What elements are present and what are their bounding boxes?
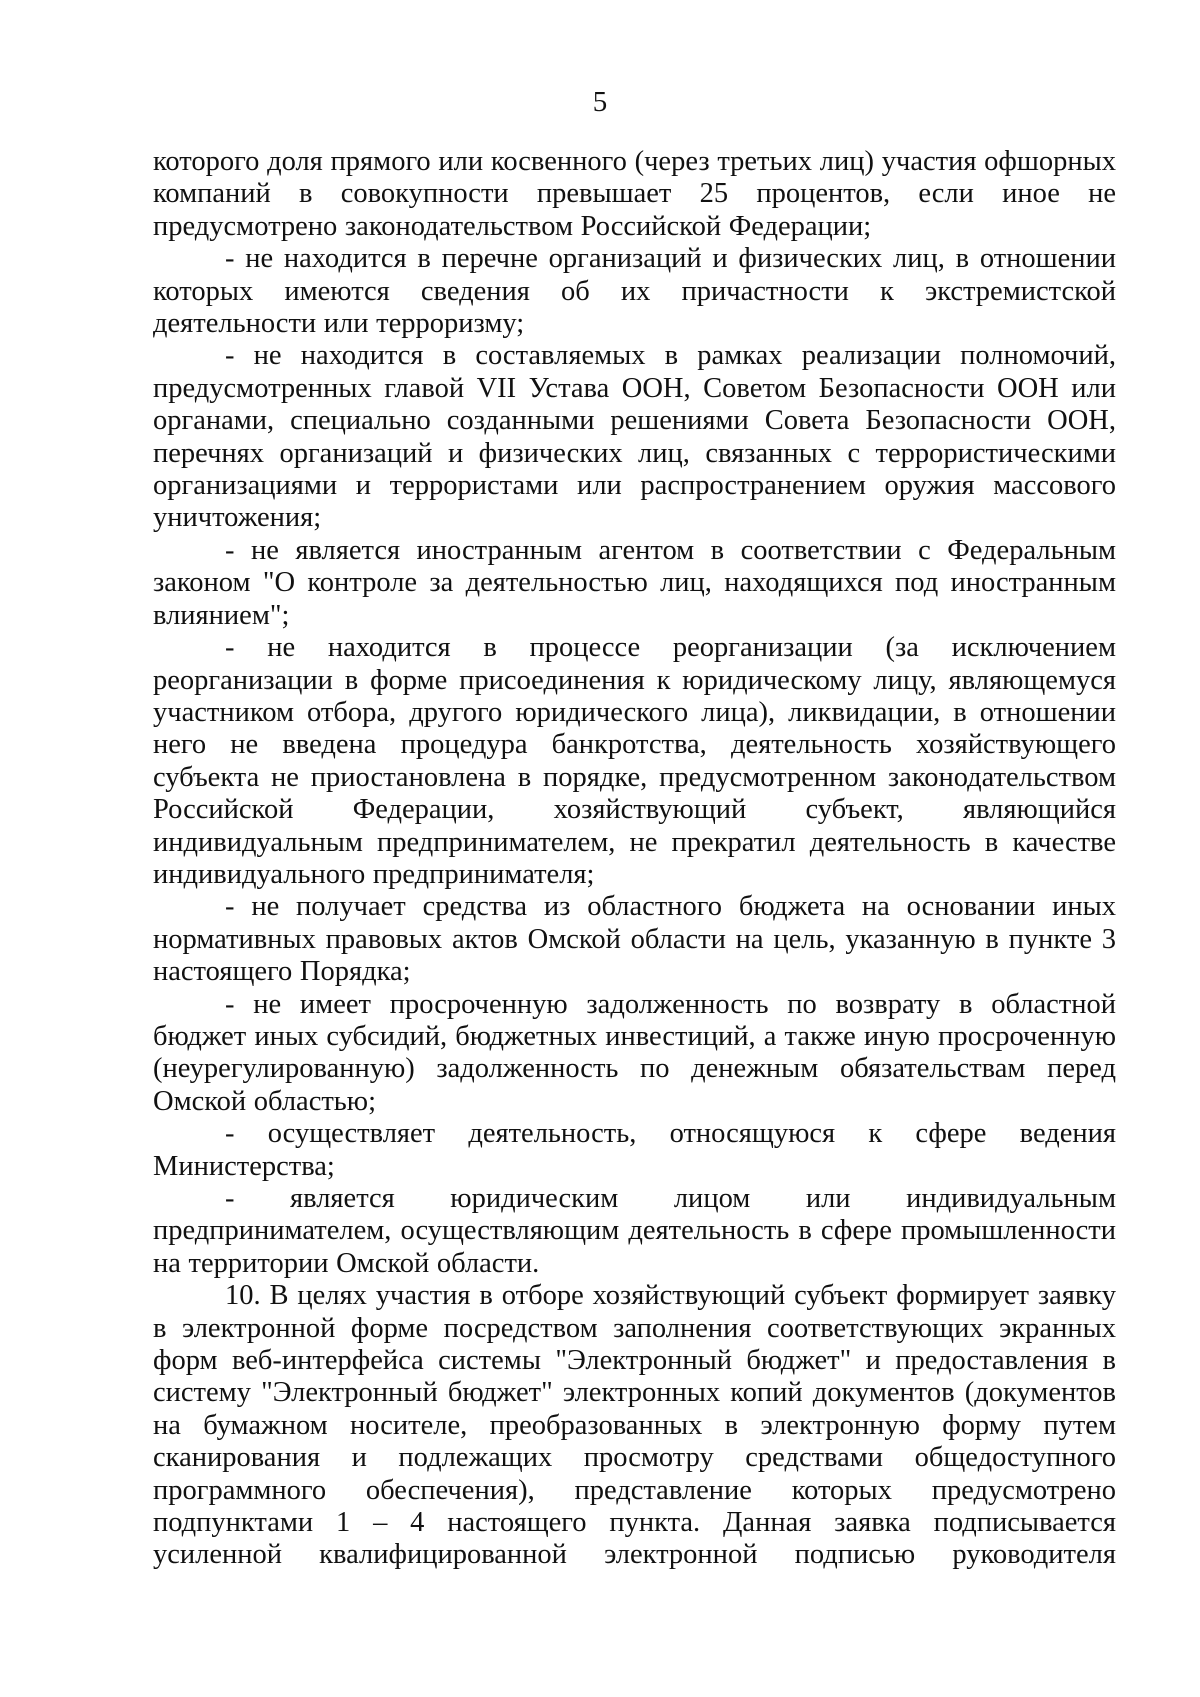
document-body: [153, 146, 1116, 1572]
paragraph-item-10: 10. В целях участия в отборе хозяйствующий субъект формирует заявку в электронной форме посредством заполнения соответствующих экранных форм веб-интерфейса системы "Электронный бюджет" и предоставления в систему "Электронный бюджет" электронных копий документов (документов на бумажном носителе, преобразованных в электронную форму путем сканирования и подлежащих просмотру средствами общедоступного программного обеспечения), представление которых предусмотрено подпунктами 1 – 4 настоящего пункта. Данная заявка подписывается усиленной квалифицированной электронной подписью руководителя: [153, 1280, 1116, 1571]
paragraph-budget-funds: - не получает средства из областного бюджета на основании иных нормативных правовых актов Омской области на цель, указанную в пункте 3 настоящего Порядка;: [153, 891, 1116, 988]
paragraph-extremism-list: - не находится в перечне организаций и физических лиц, в отношении которых имеются сведения об их причастности к экстремистской деятельности или терроризму;: [153, 243, 1116, 340]
page-number: 5: [592, 86, 608, 118]
paragraph-overdue-debt: - не имеет просроченную задолженность по возврату в областной бюджет иных субсидий, бюджетных инвестиций, а также иную просроченную (неурегулированную) задолженность по денежным обязательствам перед Омской областью;: [153, 988, 1116, 1117]
paragraph-ministry-scope: - осуществляет деятельность, относящуюся к сфере ведения Министерства;: [153, 1118, 1116, 1182]
paragraph-reorganization: - не находится в процессе реорганизации (за исключением реорганизации в форме присоединения к юридическому лицу, являющемуся участником отбора, другого юридического лица), ликвидации, в отношении него не введена процедура банкротства, деятельность хозяйствующего субъекта не приостановлена в порядке, предусмотренном законодательством Российской Федерации, хозяйствующий субъект, являющийся индивидуальным предпринимателем, не прекратил деятельность в качестве индивидуального предпринимателя;: [153, 632, 1116, 890]
paragraph-legal-entity: - является юридическим лицом или индивидуальным предпринимателем, осуществляющим деятельность в сфере промышленности на территории Омской области.: [153, 1183, 1116, 1279]
paragraph-continuation: которого доля прямого или косвенного (через третьих лиц) участия офшорных компаний в совокупности превышает 25 процентов, если иное не предусмотрено законодательством Российской Федерации;: [153, 146, 1116, 242]
paragraph-un-sanctions: - не находится в составляемых в рамках реализации полномочий, предусмотренных главой VII Устава ООН, Советом Безопасности ООН или органами, специально созданными решениями Совета Безопасности ООН, перечнях организаций и физических лиц, связанных с террористическими организациями и террористами или распространением оружия массового уничтожения;: [153, 340, 1116, 534]
paragraph-foreign-agent: - не является иностранным агентом в соответствии с Федеральным законом "О контроле за деятельностью лиц, находящихся под иностранным влиянием";: [153, 534, 1116, 631]
